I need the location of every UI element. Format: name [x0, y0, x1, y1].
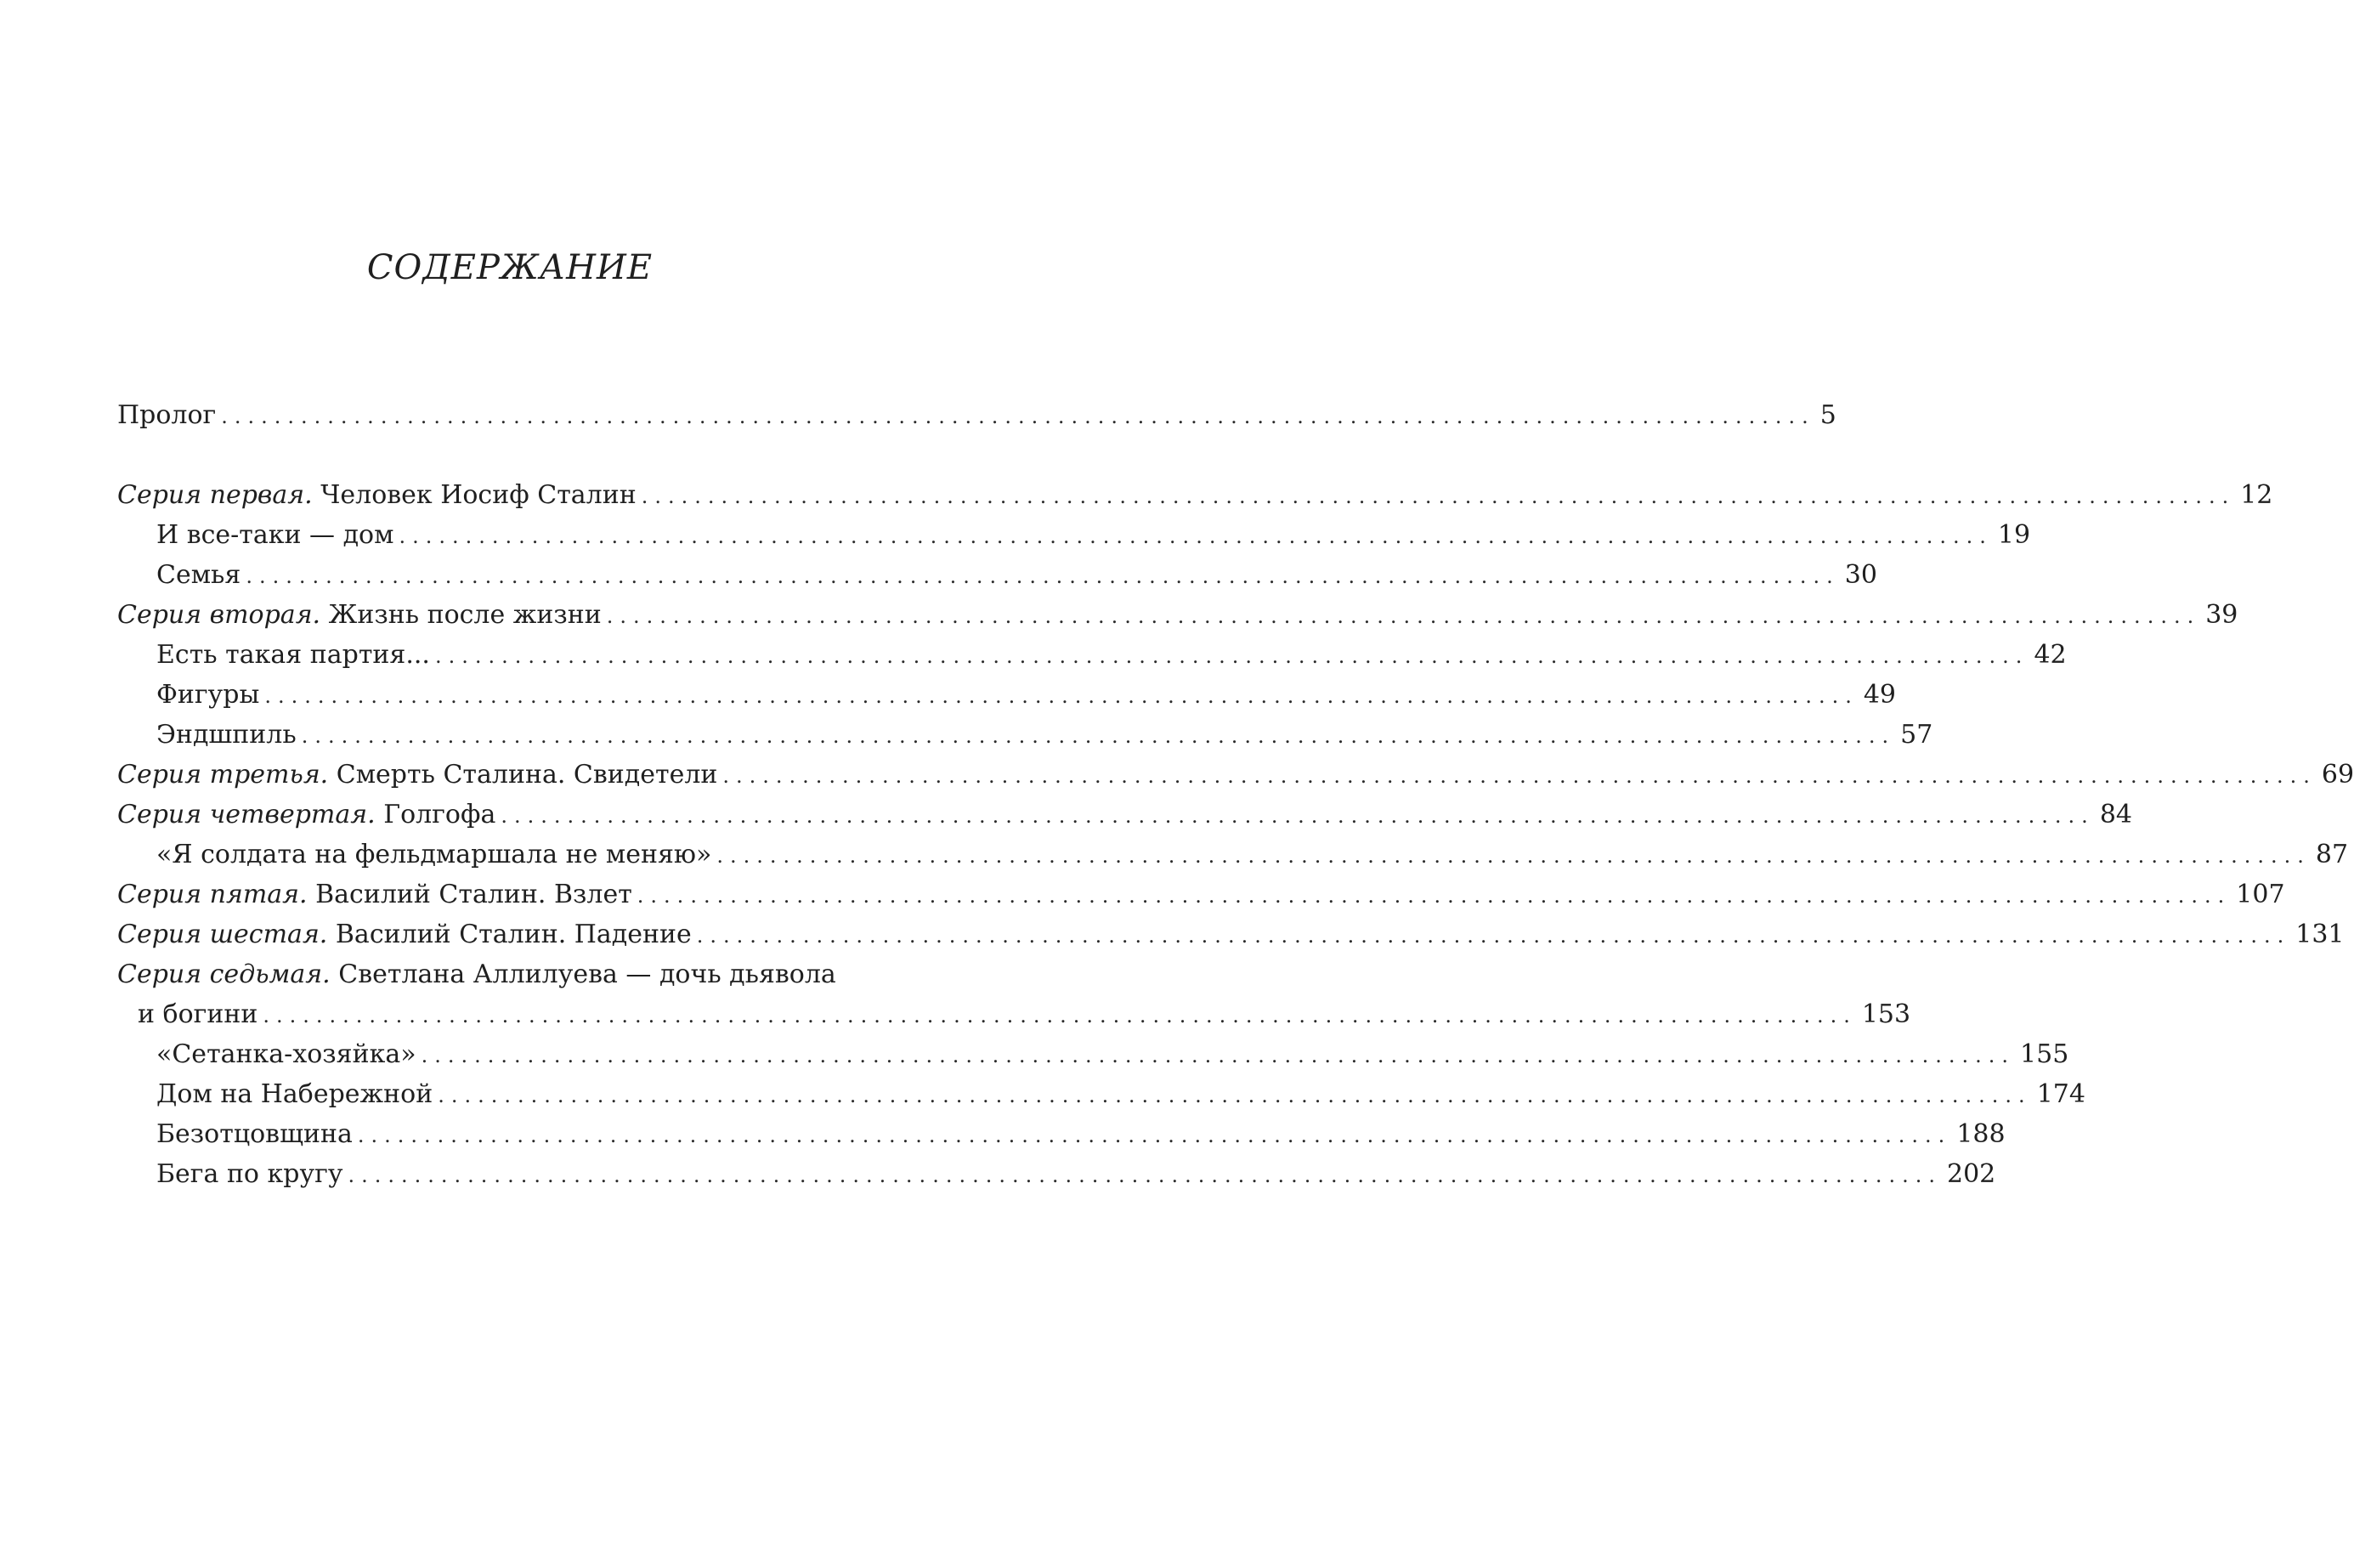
toc-entry-soldier: [117, 835, 2349, 875]
toc-entry-series-7-continued: [117, 994, 1911, 1034]
toc-page-number: 174: [2036, 1079, 2085, 1109]
toc-entry-title: Эндшпиль: [156, 720, 297, 750]
toc-entry-series-2: [117, 595, 2238, 635]
toc-entry-series-5: [117, 875, 2285, 914]
toc-page-number: 5: [1819, 400, 1836, 430]
toc-entry-running-in-circles: [117, 1154, 1996, 1194]
toc-page-number: 188: [1956, 1119, 2006, 1149]
dot-leader: ........................................................................................................................: [399, 524, 1993, 548]
dot-leader: ........................................................................................................................: [357, 1124, 1952, 1147]
dot-leader: ........................................................................................................................: [246, 564, 1840, 588]
toc-entry-title: Василий Сталин. Взлет: [315, 880, 632, 909]
toc-entry-title: Пролог: [117, 400, 217, 430]
table-of-contents: [117, 395, 2354, 1194]
toc-entry-title: Смерть Сталина. Свидетели: [336, 760, 718, 790]
toc-entry-series-1: [117, 475, 2273, 515]
toc-entry-embankment-house: [117, 1074, 2085, 1114]
toc-entry-party: [117, 635, 2067, 675]
dot-leader: ........................................................................................................................: [434, 644, 2029, 668]
toc-entry-title: Человек Иосиф Сталин: [320, 480, 637, 510]
series-label: Серия вторая.: [117, 600, 321, 630]
toc-entry-family: [117, 555, 1877, 595]
toc-entry-title: И все-таки — дом: [156, 520, 394, 550]
toc-entry-title: «Я солдата на фельдмаршала не меняю»: [156, 840, 712, 869]
toc-entry-title: «Сетанка-хозяйка»: [156, 1039, 416, 1069]
dot-leader: ........................................................................................................................: [301, 724, 1896, 748]
toc-entry-title: Есть такая партия...: [156, 640, 430, 670]
toc-entry-endgame: [117, 715, 1933, 755]
dot-leader: ........................................................................................................................: [264, 684, 1859, 708]
dot-leader: ........................................................................................................................: [221, 405, 1815, 428]
series-label: Серия третья.: [117, 760, 329, 790]
toc-page-number: 42: [2034, 640, 2067, 670]
toc-page-number: 69: [2321, 760, 2354, 790]
toc-entry-title: Безотцовщина: [156, 1119, 353, 1149]
toc-entry-figures: [117, 675, 1897, 715]
dot-leader: ........................................................................................................................: [501, 804, 2095, 828]
toc-entry-series-4: [117, 795, 2132, 835]
toc-page-number: 153: [1861, 999, 1911, 1029]
toc-page-number: 39: [2205, 600, 2238, 630]
dot-leader: ........................................................................................................................: [641, 484, 2236, 508]
dot-leader: ........................................................................................................................: [722, 764, 2317, 788]
page-title: СОДЕРЖАНИЕ: [366, 248, 654, 287]
toc-entry-home: [117, 515, 2031, 555]
toc-entry-title: Бега по кругу: [156, 1159, 343, 1189]
toc-entry-series-7: [117, 954, 899, 994]
toc-page-number: 107: [2236, 880, 2285, 909]
series-label: Серия пятая.: [117, 880, 308, 909]
toc-entry-prologue: [117, 395, 1836, 435]
toc-entry-title: Жизнь после жизни: [328, 600, 602, 630]
toc-page-number: 202: [1946, 1159, 1996, 1189]
toc-entry-title: Светлана Аллилуева — дочь дьявола: [338, 959, 836, 989]
dot-leader: ........................................................................................................................: [696, 924, 2291, 948]
toc-entry-setanka: [117, 1034, 2069, 1074]
dot-leader: ........................................................................................................................: [606, 604, 2201, 628]
dot-leader: ........................................................................................................................: [348, 1163, 1942, 1187]
toc-page-number: 57: [1900, 720, 1933, 750]
toc-entry-title: Василий Сталин. Падение: [335, 920, 692, 949]
toc-entry-title-continued: и богини: [138, 999, 258, 1029]
toc-page-number: 131: [2295, 920, 2345, 949]
toc-entry-title: Дом на Набережной: [156, 1079, 433, 1109]
toc-page-number: 155: [2020, 1039, 2069, 1069]
toc-page-number: 30: [1844, 560, 1877, 590]
toc-page-number: 87: [2315, 840, 2349, 869]
toc-entry-title: Семья: [156, 560, 241, 590]
dot-leader: ........................................................................................................................: [637, 884, 2232, 908]
toc-entry-title: Фигуры: [156, 680, 260, 710]
dot-leader: ........................................................................................................................: [421, 1044, 2016, 1067]
toc-page-number: 12: [2240, 480, 2273, 510]
toc-page-number: 19: [1997, 520, 2031, 550]
series-label: Серия первая.: [117, 480, 313, 510]
toc-entry-title: Голгофа: [383, 800, 496, 829]
series-label: Серия четвертая.: [117, 800, 376, 829]
series-label: Серия шестая.: [117, 920, 328, 949]
toc-page-number: 84: [2099, 800, 2132, 829]
toc-entry-series-6: [117, 914, 2345, 954]
dot-leader: ........................................................................................................................: [263, 1004, 1857, 1027]
toc-page-number: 49: [1863, 680, 1897, 710]
dot-leader: ........................................................................................................................: [438, 1084, 2032, 1107]
dot-leader: ........................................................................................................................: [716, 844, 2311, 868]
series-label: Серия седьмая.: [117, 959, 331, 989]
toc-entry-series-3: [117, 755, 2354, 795]
toc-entry-fatherlessness: [117, 1114, 2006, 1154]
